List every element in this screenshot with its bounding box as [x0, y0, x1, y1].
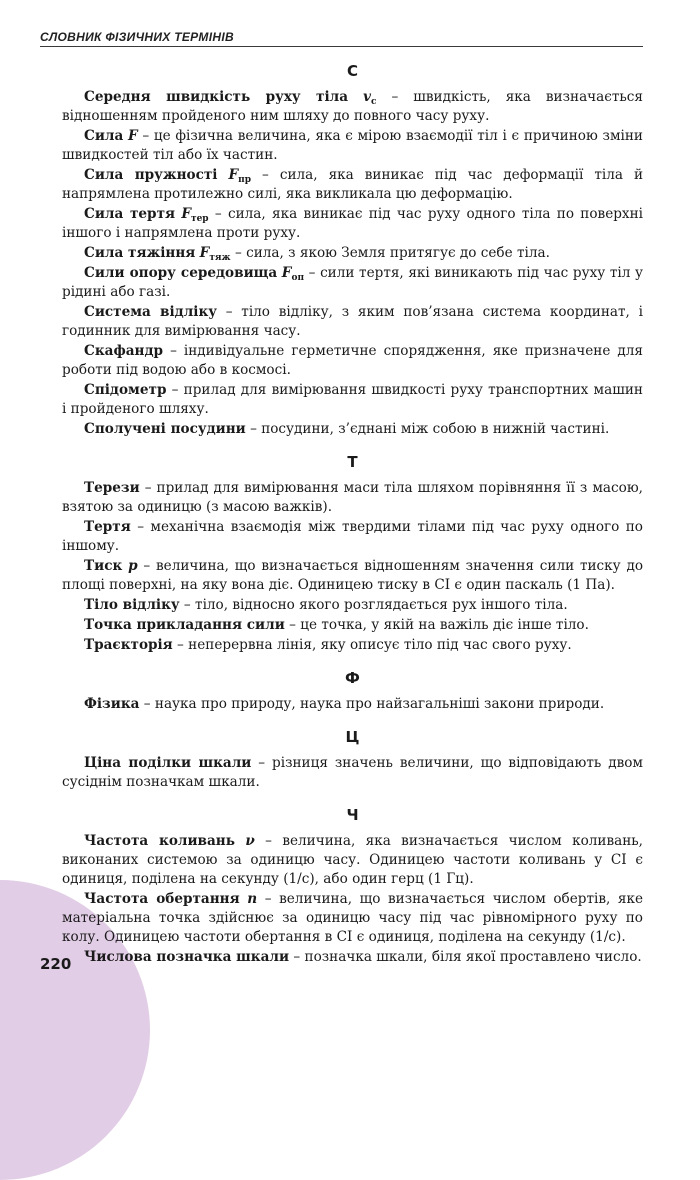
entry-definition: – прилад для вимірювання швидкості руху транспортних машин і пройденого шляху.: [62, 382, 643, 417]
glossary-entry: [62, 890, 643, 947]
entry-definition: – різниця значень величини, що відповідають двом сусіднім позначкам шкали.: [62, 755, 643, 790]
entry-term: Тиск: [84, 558, 123, 574]
glossary-entry: [62, 166, 643, 204]
entry-symbol-subscript: с: [370, 97, 377, 107]
entry-symbol-subscript: пр: [238, 175, 252, 185]
entry-symbol: F: [281, 265, 292, 281]
section-letter: Ф: [345, 669, 360, 687]
entry-symbol: v: [363, 89, 371, 105]
entry-term: Система відліку: [84, 304, 217, 320]
entry-definition: – сила, яка виникає під час руху одного тіла по поверхні іншого і напрямлена проти руху.: [62, 206, 644, 241]
section-letter: Т: [347, 453, 358, 471]
entry-definition: – величина, що визначається відношенням значення сили тиску до площі поверхні, на яку вона діє. Одиницею тиску в СІ є один паскаль (1 Па).: [62, 558, 644, 593]
entry-definition: – це фізична величина, яка є мірою взаємодії тіл і є причиною зміни швидкостей тіл або їх частин.: [62, 128, 643, 163]
glossary-entry: [62, 479, 643, 517]
section-gap: [62, 656, 643, 669]
entry-definition: – неперервна лінія, яку описує тіло під час свого руху.: [172, 637, 572, 653]
entry-definition: – величина, що визначається числом обертів, яке матеріальна точка здійснює за одиницю часу під час рівномірного руху по колу. Одиницею частоти обертання в СІ є одиниця, поділена на секунду (1/с).: [62, 891, 643, 945]
entry-definition: – швидкість, яка визначається відношенням пройденого ним шляху до повного часу руху.: [62, 89, 643, 124]
entry-term: Сили опору середовища: [84, 265, 278, 281]
entry-term: Середня швидкість руху тіла: [84, 89, 349, 105]
glossary-entry: [62, 264, 643, 302]
entry-term: Тіло відліку: [84, 597, 180, 613]
glossary-entry: [62, 127, 643, 165]
entry-term: Скафандр: [84, 343, 164, 359]
glossary-entry: [62, 303, 643, 341]
glossary-entry: [62, 205, 643, 243]
entry-term: Тертя: [84, 519, 131, 535]
entry-definition: – сила, з якою Земля притягує до себе тіла.: [230, 245, 550, 261]
glossary-entry: [62, 518, 643, 556]
entry-term: Спідометр: [84, 382, 167, 398]
entry-definition: – механічна взаємодія між твердими тілами під час руху одного по іншому.: [62, 519, 643, 554]
entry-definition: – індивідуальне герметичне спорядження, яке призначене для роботи під водою або в космосі.: [62, 343, 643, 378]
entry-symbol: F: [128, 128, 138, 144]
entry-symbol: F: [181, 206, 191, 222]
glossary-entry: [62, 88, 643, 126]
glossary-entry: [62, 381, 643, 419]
entry-term: Фізика: [84, 696, 140, 712]
glossary-entry: [62, 557, 643, 595]
entry-symbol-subscript: тяж: [209, 253, 231, 263]
entry-definition: – сила, яка виникає під час деформації тіла й напрямлена протилежно силі, яка викликала цю деформацію.: [62, 167, 644, 202]
entry-definition: – величина, яка визначається числом коливань, виконаних системою за одиницю часу. Одиницею частоти коливань у СІ є одиниця, поділена на секунду (1/с), або один герц (1 Гц).: [62, 833, 643, 887]
entry-term: Частота обертання: [84, 891, 240, 907]
section-letter: С: [346, 62, 358, 80]
section-gap: [62, 715, 643, 728]
entry-definition: – посудини, з’єднані між собою в нижній частині.: [245, 421, 610, 437]
entry-symbol-subscript: оп: [291, 273, 305, 283]
section-letter: Ч: [346, 806, 359, 824]
entry-term: Числова позначка шкали: [84, 949, 290, 965]
entry-symbol: ν: [245, 833, 255, 849]
glossary-entry: [62, 832, 643, 889]
glossary-entry: [62, 420, 643, 439]
entry-term: Траєкторія: [84, 637, 173, 653]
glossary-entry: [62, 244, 643, 263]
page-number: 220: [40, 955, 72, 973]
entry-symbol: p: [128, 558, 138, 574]
running-header: СЛОВНИК ФІЗИЧНИХ ТЕРМІНІВ: [40, 30, 643, 47]
entry-definition: – це точка, у якій на важіль діє інше тіло.: [284, 617, 589, 633]
glossary-entry: [62, 636, 643, 655]
glossary-entry: [62, 695, 643, 714]
entry-term: Частота коливань: [84, 833, 235, 849]
entry-term: Точка прикладання сили: [84, 617, 285, 633]
glossary-entry: [62, 616, 643, 635]
entry-definition: – сили тертя, які виникають під час руху тіл у рідині або газі.: [62, 265, 644, 300]
entry-definition: – наука про природу, наука про найзагальніші закони природи.: [139, 696, 605, 712]
entry-symbol: F: [199, 245, 210, 261]
glossary-entry: [62, 342, 643, 380]
entry-symbol-subscript: тер: [191, 214, 209, 224]
entry-definition: – тіло відліку, з яким пов’язана система координат, і годинник для вимірювання часу.: [62, 304, 643, 339]
glossary-content: [62, 62, 643, 968]
glossary-entry: [62, 948, 643, 967]
entry-definition: – прилад для вимірювання маси тіла шляхом порівняння її з масою, взятою за одиницю (з масою важків).: [62, 480, 643, 515]
entry-term: Сполучені посудини: [84, 421, 246, 437]
entry-symbol: n: [247, 891, 258, 907]
entry-definition: – позначка шкали, біля якої проставлено число.: [289, 949, 642, 965]
entry-symbol: F: [228, 167, 239, 183]
section-gap: [62, 440, 643, 453]
section-gap: [62, 793, 643, 806]
entry-term: Терези: [84, 480, 140, 496]
entry-term: Сила тертя: [84, 206, 176, 222]
entry-term: Ціна поділки шкали: [84, 755, 252, 771]
entry-definition: – тіло, відносно якого розглядається рух іншого тіла.: [179, 597, 568, 613]
glossary-entry: [62, 754, 643, 792]
entry-term: Сила: [84, 128, 124, 144]
entry-term: Сила пружності: [84, 167, 218, 183]
entry-term: Сила тяжіння: [84, 245, 196, 261]
glossary-entry: [62, 596, 643, 615]
section-letter: Ц: [345, 728, 360, 746]
